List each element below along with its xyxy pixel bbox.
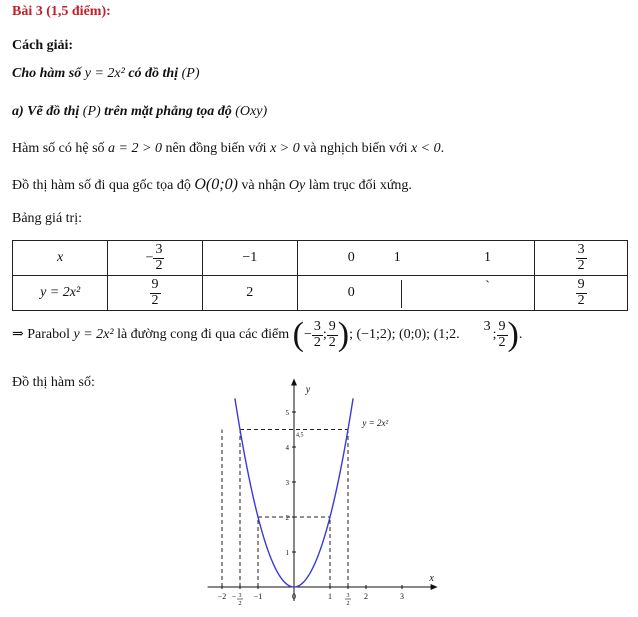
fraction-numerator: 9: [151, 276, 159, 292]
fraction-denominator: 2: [328, 334, 336, 350]
fraction: [497, 320, 508, 350]
x-axis-arrow: [431, 584, 438, 590]
part-a-graph-name: (P): [82, 104, 101, 119]
parabola-rest: ; (−1;2); (0;0); (1;2.: [349, 327, 460, 343]
intro-prefix: Cho hàm số: [12, 66, 85, 81]
origin-text-3: làm trục đối xứng.: [305, 178, 412, 193]
coef-text-3: và nghịch biến với: [299, 141, 411, 156]
y-tick-label: 3: [285, 479, 289, 487]
table-cell: −1: [202, 241, 297, 276]
table-cell: [535, 241, 628, 276]
coefficient-line: [12, 141, 444, 157]
period: .: [518, 327, 523, 343]
intro-line: [12, 66, 200, 82]
origin-line: [12, 176, 412, 194]
y-tick-label: 5: [285, 409, 289, 417]
table-header-y: y = 2x²: [13, 276, 108, 311]
part-a-plane: (Oxy): [235, 104, 268, 119]
table-cell: [108, 241, 203, 276]
coef-text-2: nên đồng biến với: [161, 141, 271, 156]
y-tick-label: 1: [285, 549, 289, 557]
paren-close: ): [337, 316, 350, 353]
fraction-denominator: 2: [577, 257, 585, 273]
x-tick-label: 2: [364, 592, 368, 601]
fraction-denominator: 2: [155, 257, 163, 273]
fraction-numerator: 9: [577, 276, 585, 292]
table-cell: [441, 276, 535, 311]
point-separator: ;: [492, 327, 497, 343]
parabola-curve: [235, 398, 353, 587]
point-sign: −: [303, 327, 312, 343]
problem-heading: Bài 3 (1,5 điểm):: [12, 4, 111, 19]
table-header-x: x: [13, 241, 108, 276]
x-tick-label-sign: −: [231, 592, 237, 601]
fraction-denominator: 2: [577, 292, 585, 308]
y-tick-label: 2: [285, 514, 289, 522]
fraction-numerator: 3: [313, 318, 321, 334]
fraction: [150, 278, 161, 308]
coef-math-1: a = 2 > 0: [108, 141, 162, 156]
part-a-line: [12, 104, 267, 120]
x-tick-label: −2: [217, 592, 227, 601]
coef-math-2: x > 0: [270, 141, 300, 156]
x-tick-label: 1: [328, 592, 332, 601]
fraction-denominator: [483, 335, 491, 350]
parabola-line: [12, 316, 522, 354]
fraction-numerator: 3: [577, 241, 585, 257]
coef-text-4: .: [440, 141, 445, 156]
x-tick-label-den: 2: [346, 601, 350, 607]
fraction: [482, 320, 493, 349]
x-tick-label-den: 2: [238, 601, 242, 607]
coef-text-1: Hàm số có hệ số: [12, 141, 109, 156]
fraction: [576, 243, 587, 273]
parabola-function: y = 2x²: [73, 327, 114, 343]
fraction-denominator: 2: [313, 334, 321, 350]
part-a-prefix: a) Vẽ đồ thị: [12, 104, 83, 119]
y-axis-arrow: [291, 379, 297, 386]
fraction: [576, 278, 587, 308]
x-tick-label-num: 3: [238, 593, 242, 599]
intro-suffix: có đồ thị: [124, 66, 182, 81]
intro-graph-name: (P): [181, 66, 200, 81]
table-cell: [108, 276, 203, 311]
origin-math-2: Oy: [288, 178, 306, 193]
fraction-numerator: 9: [498, 318, 506, 334]
cell-value: 1: [393, 250, 401, 265]
x-tick-label: 3: [400, 592, 404, 601]
origin-math-1: O(0;0): [194, 176, 238, 193]
table-cell: 2: [202, 276, 297, 311]
y-tick-label: 4: [285, 444, 289, 452]
origin-text-2: và nhận: [237, 178, 289, 193]
paren-open: (: [292, 316, 304, 353]
table-row-y: [13, 276, 628, 311]
table-cell: [297, 276, 441, 311]
solution-label: Cách giải:: [12, 38, 74, 53]
y-axis-label: y: [305, 384, 311, 396]
fraction-denominator: 2: [498, 334, 506, 350]
y-extra-label: 4,5: [296, 432, 304, 439]
graph-label: Đồ thị hàm số:: [12, 375, 95, 390]
parabola-text-2: là đường cong đi qua các điểm: [113, 327, 293, 343]
fraction-numerator: 3: [483, 319, 491, 335]
coef-math-3: x < 0: [410, 141, 441, 156]
fraction: [153, 243, 164, 273]
origin-text-1: Đồ thị hàm số đi qua gốc tọa độ: [12, 178, 195, 193]
part-a-middle: trên mặt phẳng tọa độ: [100, 104, 236, 119]
parabola-text-1: ⇒ Parabol: [12, 327, 74, 343]
fraction: [312, 320, 323, 350]
fraction: [327, 320, 338, 350]
intro-function: y = 2x²: [84, 66, 125, 81]
x-tick-label: −1: [253, 592, 263, 601]
x-tick-label-num: 3: [346, 593, 350, 599]
cell-value: `: [485, 279, 490, 294]
table-row-x: [13, 241, 628, 276]
x-axis-label: x: [429, 573, 434, 584]
paren-close: ): [507, 316, 519, 353]
fraction-denominator: 2: [151, 292, 159, 308]
value-table: [12, 240, 628, 311]
x-tick-label: 0: [292, 592, 296, 601]
cell-value: 0: [347, 250, 355, 265]
fraction-numerator: 9: [328, 318, 336, 334]
curve-label: y = 2x²: [362, 418, 389, 428]
table-label: Bảng giá trị:: [12, 211, 82, 226]
point-separator: ;: [322, 327, 327, 343]
table-cell: [297, 241, 441, 276]
table-cell: 1: [441, 241, 535, 276]
fraction-numerator: 3: [155, 241, 163, 257]
cell-sign: −: [145, 250, 154, 266]
cell-value: 0: [347, 285, 355, 300]
table-cell: [535, 276, 628, 311]
cell-divider-fragment: [401, 280, 402, 308]
